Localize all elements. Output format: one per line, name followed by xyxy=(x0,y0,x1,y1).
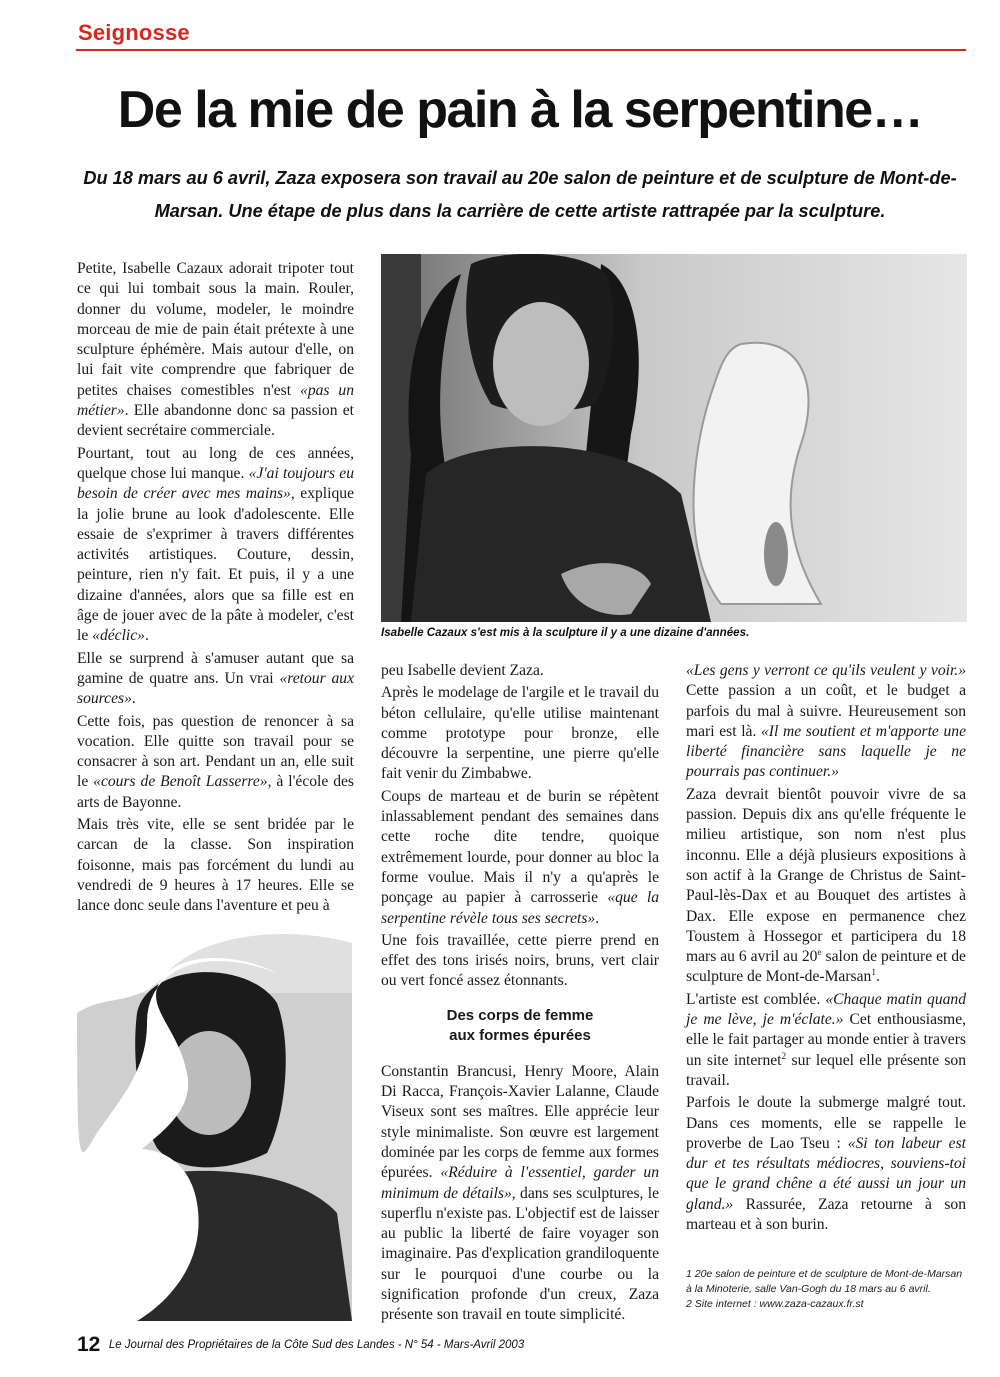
paragraph: Mais très vite, elle se sent bridée par le carcan de la classe. Son inspiration foisonne, mais pas forcément du lundi au vendredi de 9 heures à 17 heures. Elle se lance donc seule dans l'aventure et peu à xyxy=(77,816,354,915)
lead-line-2: Marsan. Une étape de plus dans la carrière de cette artiste rattrapée par la sculpture. xyxy=(154,201,886,221)
sculpture-portrait-illustration xyxy=(77,933,352,1321)
subheading: Des corps de femme aux formes épurées xyxy=(446,1006,594,1044)
section-label: Seignosse xyxy=(78,20,190,45)
paragraph: «Les gens y verront ce qu'ils veulent y voir.» Cette passion a un coût, et le budget a parfois du mal à suivre. Heureusement son mari est là. «Il me soutient et m'apporte une liberté financière sans laquelle je ne pourrais pas continuer.» xyxy=(686,662,966,781)
header-rule xyxy=(76,49,966,51)
paragraph: Parfois le doute la submerge malgré tout. Dans ces moments, elle se rappelle le proverbe de Lao Tseu : «Si ton labeur est dur et tes résultats médiocres, souviens-toi que le grand chêne a été aussi un jour un gland.» Rassurée, Zaza retourne à son marteau et à son burin. xyxy=(686,1094,966,1234)
page-number: 12 xyxy=(77,1333,101,1356)
footnote-1-line-1: 1 20e salon de peinture et de sculpture de Mont-de-Marsan xyxy=(686,1268,963,1280)
paragraph: Constantin Brancusi, Henry Moore, Alain Di Racca, François-Xavier Lalanne, Claude Viseux sont ses maîtres. Elle apprécie leur style minimaliste. Son œuvre est largement dominée par les corps de femme aux formes épurées. «Réduire à l'essentiel, garder un minimum de détails», dans ses sculptures, le superflu n'existe pas. L'objectif est de laisser au public la liberté de faire voyager son imaginaire. Pas d'explication grandiloquente sur le pourquoi d'une courbe ou la signification profonde d'un creux, Zaza présente son travail en toute simplicité. xyxy=(381,1062,660,1324)
sculpture-portrait-photo xyxy=(77,933,352,1321)
paragraph: Elle se surprend à s'amuser autant que sa gamine de quatre ans. Un vrai «retour aux sources». xyxy=(77,649,354,708)
page-footer xyxy=(77,1333,524,1357)
paragraph: L'artiste est comblée. «Chaque matin quand je me lève, je m'éclate.» Cet enthousiasme, elle le fait partager au monde entier à travers un site internet$^2$ sur lequel elle présente son travail. xyxy=(686,990,967,1089)
article-lead xyxy=(80,162,960,228)
paragraph: Coups de marteau et de burin se répètent inlassablement pendant des semaines dans cette roche dite tendre, quoique extrêmement lourde, pour donner au bloc la forme voulue. Mais il n'y a qu'après le ponçage au papier à carrosserie «que la serpentine révèle tous ses secrets». xyxy=(381,787,659,927)
article-column-3 xyxy=(686,661,966,1237)
footnote-1-line-2: à la Minoterie, salle Van-Gogh du 18 mars au 6 avril. xyxy=(686,1283,931,1295)
footnote-2: 2 Site internet : www.zaza-cazaux.fr.st xyxy=(686,1298,864,1310)
photo-caption: Isabelle Cazaux s'est mis à la sculpture il y a une dizaine d'années. xyxy=(381,626,750,639)
publication-info: Le Journal des Propriétaires de la Côte Sud des Landes - N° 54 - Mars-Avril 2003 xyxy=(108,1339,525,1351)
artist-photo-illustration xyxy=(381,254,967,622)
article-title: De la mie de pain à la serpentine… xyxy=(117,81,923,139)
footnotes xyxy=(686,1267,976,1312)
article-column-1 xyxy=(77,259,354,919)
paragraph: Pourtant, tout au long de ces années, quelque chose lui manque. «J'ai toujours eu besoin de créer avec mes mains», explique la jolie brune au look d'adolescente. Elle essaie de s'exprimer à travers différentes activités artistiques. Couture, dessin, peinture, rien n'y fait. Et puis, il y a une dizaine d'années, alors que sa fille est en âge de jouer avec de la pâte à modeler, c'est le «déclic». xyxy=(77,444,355,645)
paragraph: peu Isabelle devient Zaza. xyxy=(381,662,544,679)
paragraph: Cette fois, pas question de renoncer à sa vocation. Elle quitte son travail pour se consacrer à son art. Pendant un an, elle suit le «cours de Benoît Lasserre», à l'école des arts de Bayonne. xyxy=(77,712,354,811)
paragraph: Zaza devrait bientôt pouvoir vivre de sa passion. Depuis dix ans qu'elle fréquente le milieu artistique, son nom n'est plus inconnu. Elle a déjà plusieurs expositions à son actif à la Grange de Christus de Saint-Paul-lès-Dax et au Bouquet des artistes à Dax. Elle expose en permanence chez Toustem à Hossegor et participera du 18 mars au 6 avril au 20e salon de peinture et de sculpture de Mont-de-Marsan$^1$. xyxy=(686,785,966,986)
lead-line-1: Du 18 mars au 6 avril, Zaza exposera son travail au 20e salon de peinture et de sculpture de Mont-de- xyxy=(83,168,957,188)
paragraph: Une fois travaillée, cette pierre prend en effet des tons irisés noirs, bruns, vert clair ou vert foncé assez étonnants. xyxy=(381,931,659,990)
artist-photo xyxy=(381,254,967,622)
paragraph: Petite, Isabelle Cazaux adorait tripoter tout ce qui lui tombait sous la main. Rouler, donner du volume, modeler, le moindre morceau de mie de pain était prétexte à une sculpture éphémère. Mais autour d'elle, on lui fait vite comprendre que fabriquer de petites chaises comestibles n'est «pas un métier». Elle abandonne donc sa passion et devient secrétaire commerciale. xyxy=(77,260,354,440)
article-column-2 xyxy=(381,661,659,1328)
paragraph: Après le modelage de l'argile et le travail du béton cellulaire, qu'elle utilise maintenant comme prototype pour bronze, elle découvre la serpentine, une pierre qu'elle fait venir du Zimbabwe. xyxy=(381,684,659,783)
